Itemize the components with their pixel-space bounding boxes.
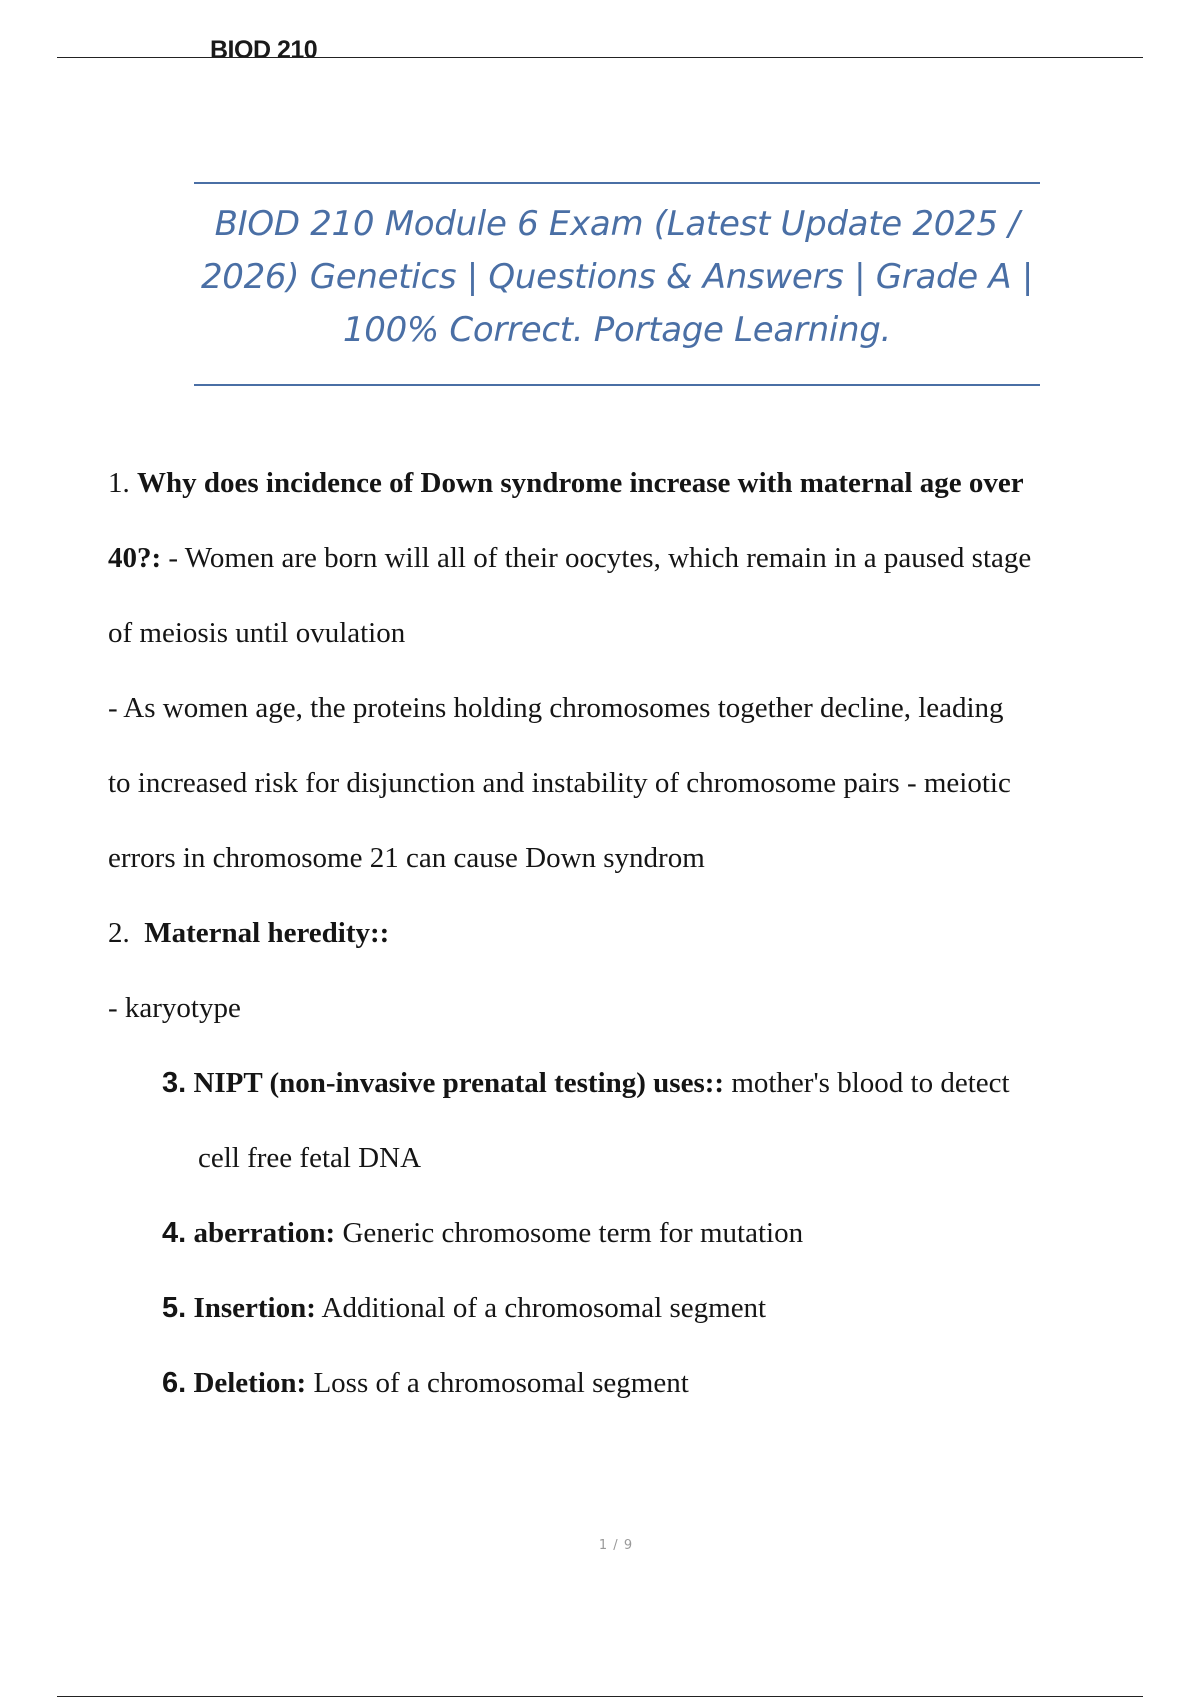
answer-text: errors in chromosome 21 can cause Down syndrom [108,842,705,874]
item-number: 6. [162,1367,187,1399]
header-course-code: BIOD 210 [210,36,318,64]
header-divider [57,57,1143,58]
title-top-rule [194,182,1040,184]
answer-text: mother's blood to detect [731,1067,1010,1099]
question-text-cont: 40?: [108,542,162,574]
answer-text: to increased risk for disjunction and instability of chromosome pairs - meiotic [108,767,1011,799]
title-line-2: 2026) Genetics | Questions & Answers | Grade A | [200,257,1034,297]
qa-item-6 [108,1346,1128,1421]
qa-item-2 [108,896,1128,1046]
answer-text: - As women age, the proteins holding chromosomes together decline, leading [108,692,1004,724]
qa-content [108,446,1128,1421]
title-line-3: 100% Correct. Portage Learning. [342,310,892,350]
question-text: Why does incidence of Down syndrome increase with maternal age over [137,467,1024,499]
question-text: Deletion: [193,1367,307,1399]
item-number: 3. [162,1067,187,1099]
title-bottom-rule [194,384,1040,386]
answer-text: - Women are born will all of their oocytes, which remain in a paused stage [168,542,1032,574]
answer-text: of meiosis until ovulation [108,617,406,649]
question-text: aberration: [193,1217,336,1249]
answer-text: Additional of a chromosomal segment [321,1292,767,1324]
answer-text: cell free fetal DNA [198,1142,422,1174]
item-number: 4. [162,1217,187,1249]
qa-item-4 [108,1196,1128,1271]
qa-item-5 [108,1271,1128,1346]
question-text: Maternal heredity:: [144,917,390,949]
document-title [180,198,1054,357]
question-text: NIPT (non-invasive prenatal testing) uses:: [193,1067,725,1099]
question-text: Insertion: [193,1292,316,1324]
item-number: 5. [162,1292,187,1324]
footer-divider [57,1696,1143,1697]
qa-item-1 [108,446,1128,896]
answer-text: Generic chromosome term for mutation [342,1217,804,1249]
item-number: 2. [108,917,130,949]
item-number: 1. [108,467,130,499]
qa-item-3 [108,1046,1128,1196]
page-number: 1 / 9 [598,1538,634,1553]
title-line-1: BIOD 210 Module 6 Exam (Latest Update 2025 / [214,204,1020,244]
answer-text: - karyotype [108,992,241,1024]
answer-text: Loss of a chromosomal segment [313,1367,689,1399]
